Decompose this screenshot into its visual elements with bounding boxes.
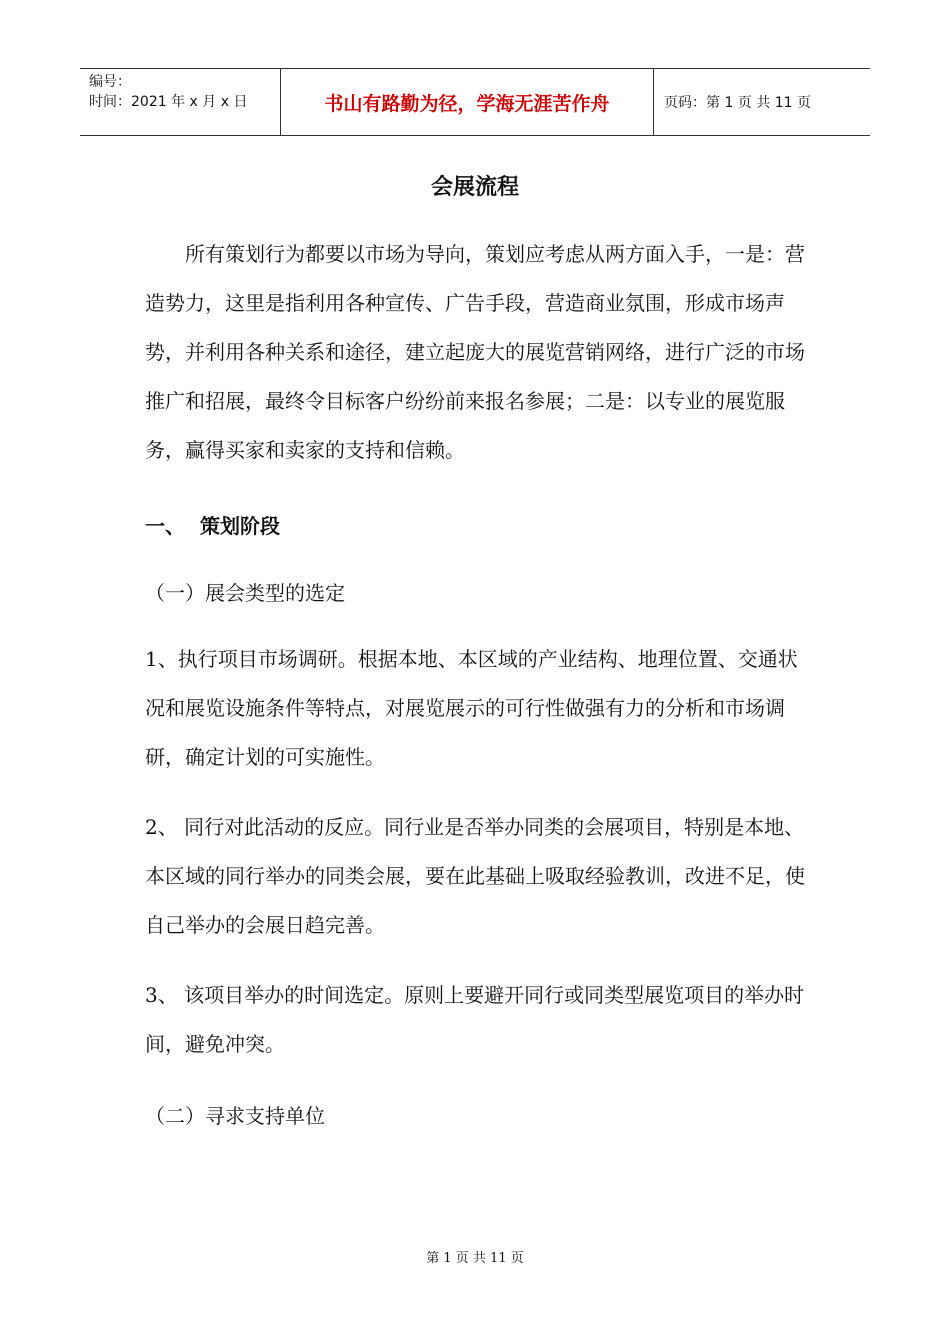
list-item-3: 3、 该项目举办的时间选定。原则上要避开同行或同类型展览项目的举办时间，避免冲突。 (145, 983, 805, 1056)
intro-paragraph: 所有策划行为都要以市场为导向，策划应考虑从两方面入手，一是：营造势力，这里是指利用各种宣传、广告手段，营造商业氛围，形成市场声势，并利用各种关系和途径，建立起庞大的展览营销网络，进行广泛的市场推广和招展，最终令目标客户纷纷前来报名参展；二是：以专业的展览服务，赢得买家和卖家的支持和信赖。 (145, 242, 805, 462)
header-page-info: 页码：第 1 页 共 11 页 (664, 95, 811, 111)
subsection-heading-1: （一）展会类型的选定 (145, 581, 345, 605)
header-meta (80, 69, 281, 135)
section-heading-planning (145, 510, 280, 539)
list-item-2: 2、 同行对此活动的反应。同行业是否举办同类的会展项目，特别是本地、本区域的同行举办的同类会展，要在此基础上吸取经验教训，改进不足，使自己举办的会展日趋完善。 (145, 815, 805, 937)
document-title: 会展流程 (430, 175, 519, 200)
number-label: 编号： (89, 74, 131, 90)
subsection-heading-2: （二）寻求支持单位 (145, 1104, 325, 1128)
header-motto: 书山有路勤为径，学海无涯苦作舟 (281, 69, 654, 135)
list-item-1: 1、执行项目市场调研。根据本地、本区域的产业结构、地理位置、交通状况和展览设施条件等特点，对展览展示的可行性做强有力的分析和市场调研，确定计划的可实施性。 (145, 647, 798, 769)
section-number: 一、 (145, 514, 185, 538)
section-label: 策划阶段 (200, 514, 280, 538)
page-header (80, 68, 870, 136)
time-label: 时间：2021 年 x 月 x 日 (89, 94, 248, 110)
page-footer: 第 1 页 共 11 页 (426, 1251, 524, 1266)
